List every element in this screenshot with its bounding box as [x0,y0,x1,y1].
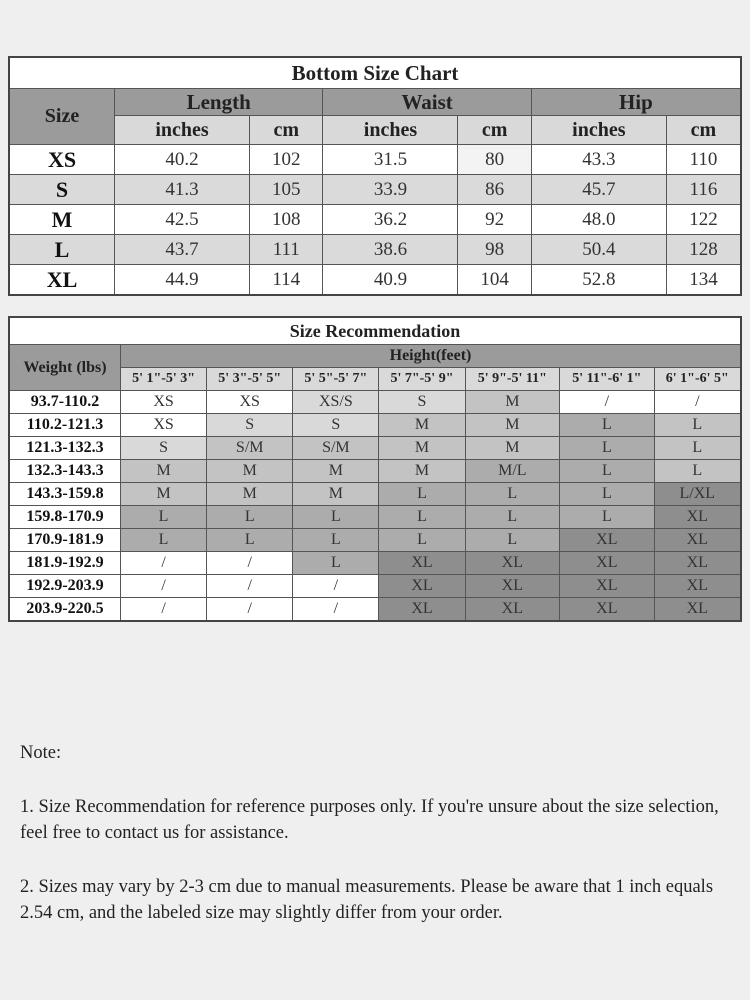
measurement-cell: 40.9 [323,265,458,296]
recommended-size-cell: L [121,529,207,552]
recommended-size-cell: L [379,529,465,552]
recommended-size-cell: M [121,483,207,506]
height-range-header: 5' 9"-5' 11" [465,368,560,391]
recommended-size-cell: XS/S [293,391,379,414]
measurement-cell: 108 [250,205,323,235]
recommended-size-cell: / [121,552,207,575]
size-row [9,145,741,175]
size-label: XL [9,265,115,296]
measurement-cell: 122 [666,205,741,235]
recommended-size-cell: L [560,414,655,437]
weight-range-label: 181.9-192.9 [9,552,121,575]
note-item: 2. Sizes may vary by 2-3 cm due to manual measurements. Please be aware that 1 inch equals 2.54 cm, and the labeled size may slightly differ from your order. [20,877,714,923]
recommended-size-cell: XS [207,391,293,414]
unit-header: inches [115,116,250,145]
measurement-cell: 128 [666,235,741,265]
recommended-size-cell: XL [654,552,741,575]
recommended-size-cell: L [293,552,379,575]
recommendation-title: Size Recommendation [9,317,741,345]
recommended-size-cell: L [293,506,379,529]
recommended-size-cell: M [379,437,465,460]
measurement-cell: 41.3 [115,175,250,205]
recommendation-row [9,529,741,552]
unit-header: cm [666,116,741,145]
size-row [9,235,741,265]
recommended-size-cell: S/M [207,437,293,460]
size-label: S [9,175,115,205]
hip-group-header: Hip [531,89,741,116]
recommended-size-cell: / [654,391,741,414]
recommended-size-cell: XL [465,598,560,622]
recommendation-row [9,437,741,460]
notes-heading: Note: [20,743,62,763]
weight-range-label: 132.3-143.3 [9,460,121,483]
measurement-cell: 38.6 [323,235,458,265]
measurement-cell: 31.5 [323,145,458,175]
recommended-size-cell: XL [560,529,655,552]
recommended-size-cell: M [465,391,560,414]
size-label: XS [9,145,115,175]
recommended-size-cell: XL [379,575,465,598]
weight-range-label: 170.9-181.9 [9,529,121,552]
measurement-cell: 52.8 [531,265,666,296]
recommended-size-cell: L [465,506,560,529]
recommended-size-cell: M [379,460,465,483]
height-range-header: 5' 5"-5' 7" [293,368,379,391]
recommended-size-cell: XL [654,598,741,622]
measurement-cell: 86 [458,175,531,205]
measurement-cell: 134 [666,265,741,296]
weight-range-label: 121.3-132.3 [9,437,121,460]
recommended-size-cell: S [121,437,207,460]
weight-range-label: 159.8-170.9 [9,506,121,529]
measurement-cell: 80 [458,145,531,175]
height-range-header: 6' 1"-6' 5" [654,368,741,391]
recommended-size-cell: / [560,391,655,414]
recommended-size-cell: / [293,575,379,598]
measurement-cell: 110 [666,145,741,175]
recommended-size-cell: XL [654,506,741,529]
recommended-size-cell: XL [654,529,741,552]
measurement-cell: 92 [458,205,531,235]
recommended-size-cell: L [654,437,741,460]
measurement-cell: 116 [666,175,741,205]
recommendation-row [9,391,741,414]
weight-range-label: 203.9-220.5 [9,598,121,622]
measurement-cell: 42.5 [115,205,250,235]
recommended-size-cell: / [207,598,293,622]
recommended-size-cell: XL [465,552,560,575]
recommended-size-cell: L [207,506,293,529]
recommended-size-cell: / [121,598,207,622]
recommended-size-cell: / [207,552,293,575]
recommended-size-cell: XL [379,552,465,575]
size-row [9,205,741,235]
unit-header: cm [458,116,531,145]
recommended-size-cell: M [465,437,560,460]
length-group-header: Length [115,89,323,116]
measurement-cell: 114 [250,265,323,296]
recommended-size-cell: L [654,414,741,437]
recommended-size-cell: XS [121,391,207,414]
recommended-size-cell: L [293,529,379,552]
recommended-size-cell: L [379,506,465,529]
recommended-size-cell: / [293,598,379,622]
size-column-header: Size [9,89,115,145]
recommended-size-cell: / [121,575,207,598]
measurement-cell: 102 [250,145,323,175]
size-label: M [9,205,115,235]
measurement-cell: 43.7 [115,235,250,265]
recommended-size-cell: XL [560,575,655,598]
size-row [9,175,741,205]
recommended-size-cell: S [379,391,465,414]
recommended-size-cell: S [207,414,293,437]
measurement-cell: 50.4 [531,235,666,265]
recommended-size-cell: M [207,460,293,483]
measurement-cell: 104 [458,265,531,296]
height-range-header: 5' 7"-5' 9" [379,368,465,391]
recommended-size-cell: M [121,460,207,483]
recommended-size-cell: L [654,460,741,483]
recommended-size-cell: M [293,460,379,483]
notes-section [20,740,735,954]
recommended-size-cell: L [121,506,207,529]
weight-column-header: Weight (lbs) [9,345,121,391]
recommended-size-cell: XL [465,575,560,598]
recommended-size-cell: L [560,506,655,529]
recommendation-row [9,460,741,483]
recommended-size-cell: M/L [465,460,560,483]
waist-group-header: Waist [323,89,531,116]
recommended-size-cell: L [207,529,293,552]
measurement-cell: 40.2 [115,145,250,175]
size-chart-title: Bottom Size Chart [9,57,741,89]
recommended-size-cell: M [293,483,379,506]
measurement-cell: 105 [250,175,323,205]
measurement-cell: 48.0 [531,205,666,235]
recommendation-row [9,506,741,529]
measurement-cell: 44.9 [115,265,250,296]
weight-range-label: 192.9-203.9 [9,575,121,598]
size-recommendation-table [8,316,742,622]
recommended-size-cell: L/XL [654,483,741,506]
height-group-header: Height(feet) [121,345,742,368]
recommendation-row [9,575,741,598]
recommendation-row [9,552,741,575]
recommended-size-cell: XL [654,575,741,598]
measurement-cell: 45.7 [531,175,666,205]
bottom-size-chart-table [8,56,742,296]
recommended-size-cell: M [465,414,560,437]
measurement-cell: 111 [250,235,323,265]
recommended-size-cell: L [465,483,560,506]
note-item: 1. Size Recommendation for reference purposes only. If you're unsure about the size selection, feel free to contact us for assistance. [20,797,719,843]
unit-header: cm [250,116,323,145]
recommendation-row [9,414,741,437]
recommended-size-cell: L [465,529,560,552]
height-range-header: 5' 1"-5' 3" [121,368,207,391]
recommended-size-cell: XL [379,598,465,622]
recommended-size-cell: L [560,437,655,460]
unit-header: inches [323,116,458,145]
height-range-header: 5' 11"-6' 1" [560,368,655,391]
weight-range-label: 110.2-121.3 [9,414,121,437]
size-label: L [9,235,115,265]
size-row [9,265,741,296]
recommendation-row [9,483,741,506]
height-range-header: 5' 3"-5' 5" [207,368,293,391]
recommended-size-cell: M [379,414,465,437]
recommended-size-cell: XS [121,414,207,437]
measurement-cell: 43.3 [531,145,666,175]
weight-range-label: 93.7-110.2 [9,391,121,414]
recommendation-row [9,598,741,622]
recommended-size-cell: L [560,460,655,483]
recommended-size-cell: / [207,575,293,598]
recommended-size-cell: S [293,414,379,437]
recommended-size-cell: L [560,483,655,506]
measurement-cell: 98 [458,235,531,265]
unit-header: inches [531,116,666,145]
recommended-size-cell: S/M [293,437,379,460]
recommended-size-cell: XL [560,552,655,575]
measurement-cell: 36.2 [323,205,458,235]
recommended-size-cell: XL [560,598,655,622]
measurement-cell: 33.9 [323,175,458,205]
recommended-size-cell: M [207,483,293,506]
recommended-size-cell: L [379,483,465,506]
weight-range-label: 143.3-159.8 [9,483,121,506]
